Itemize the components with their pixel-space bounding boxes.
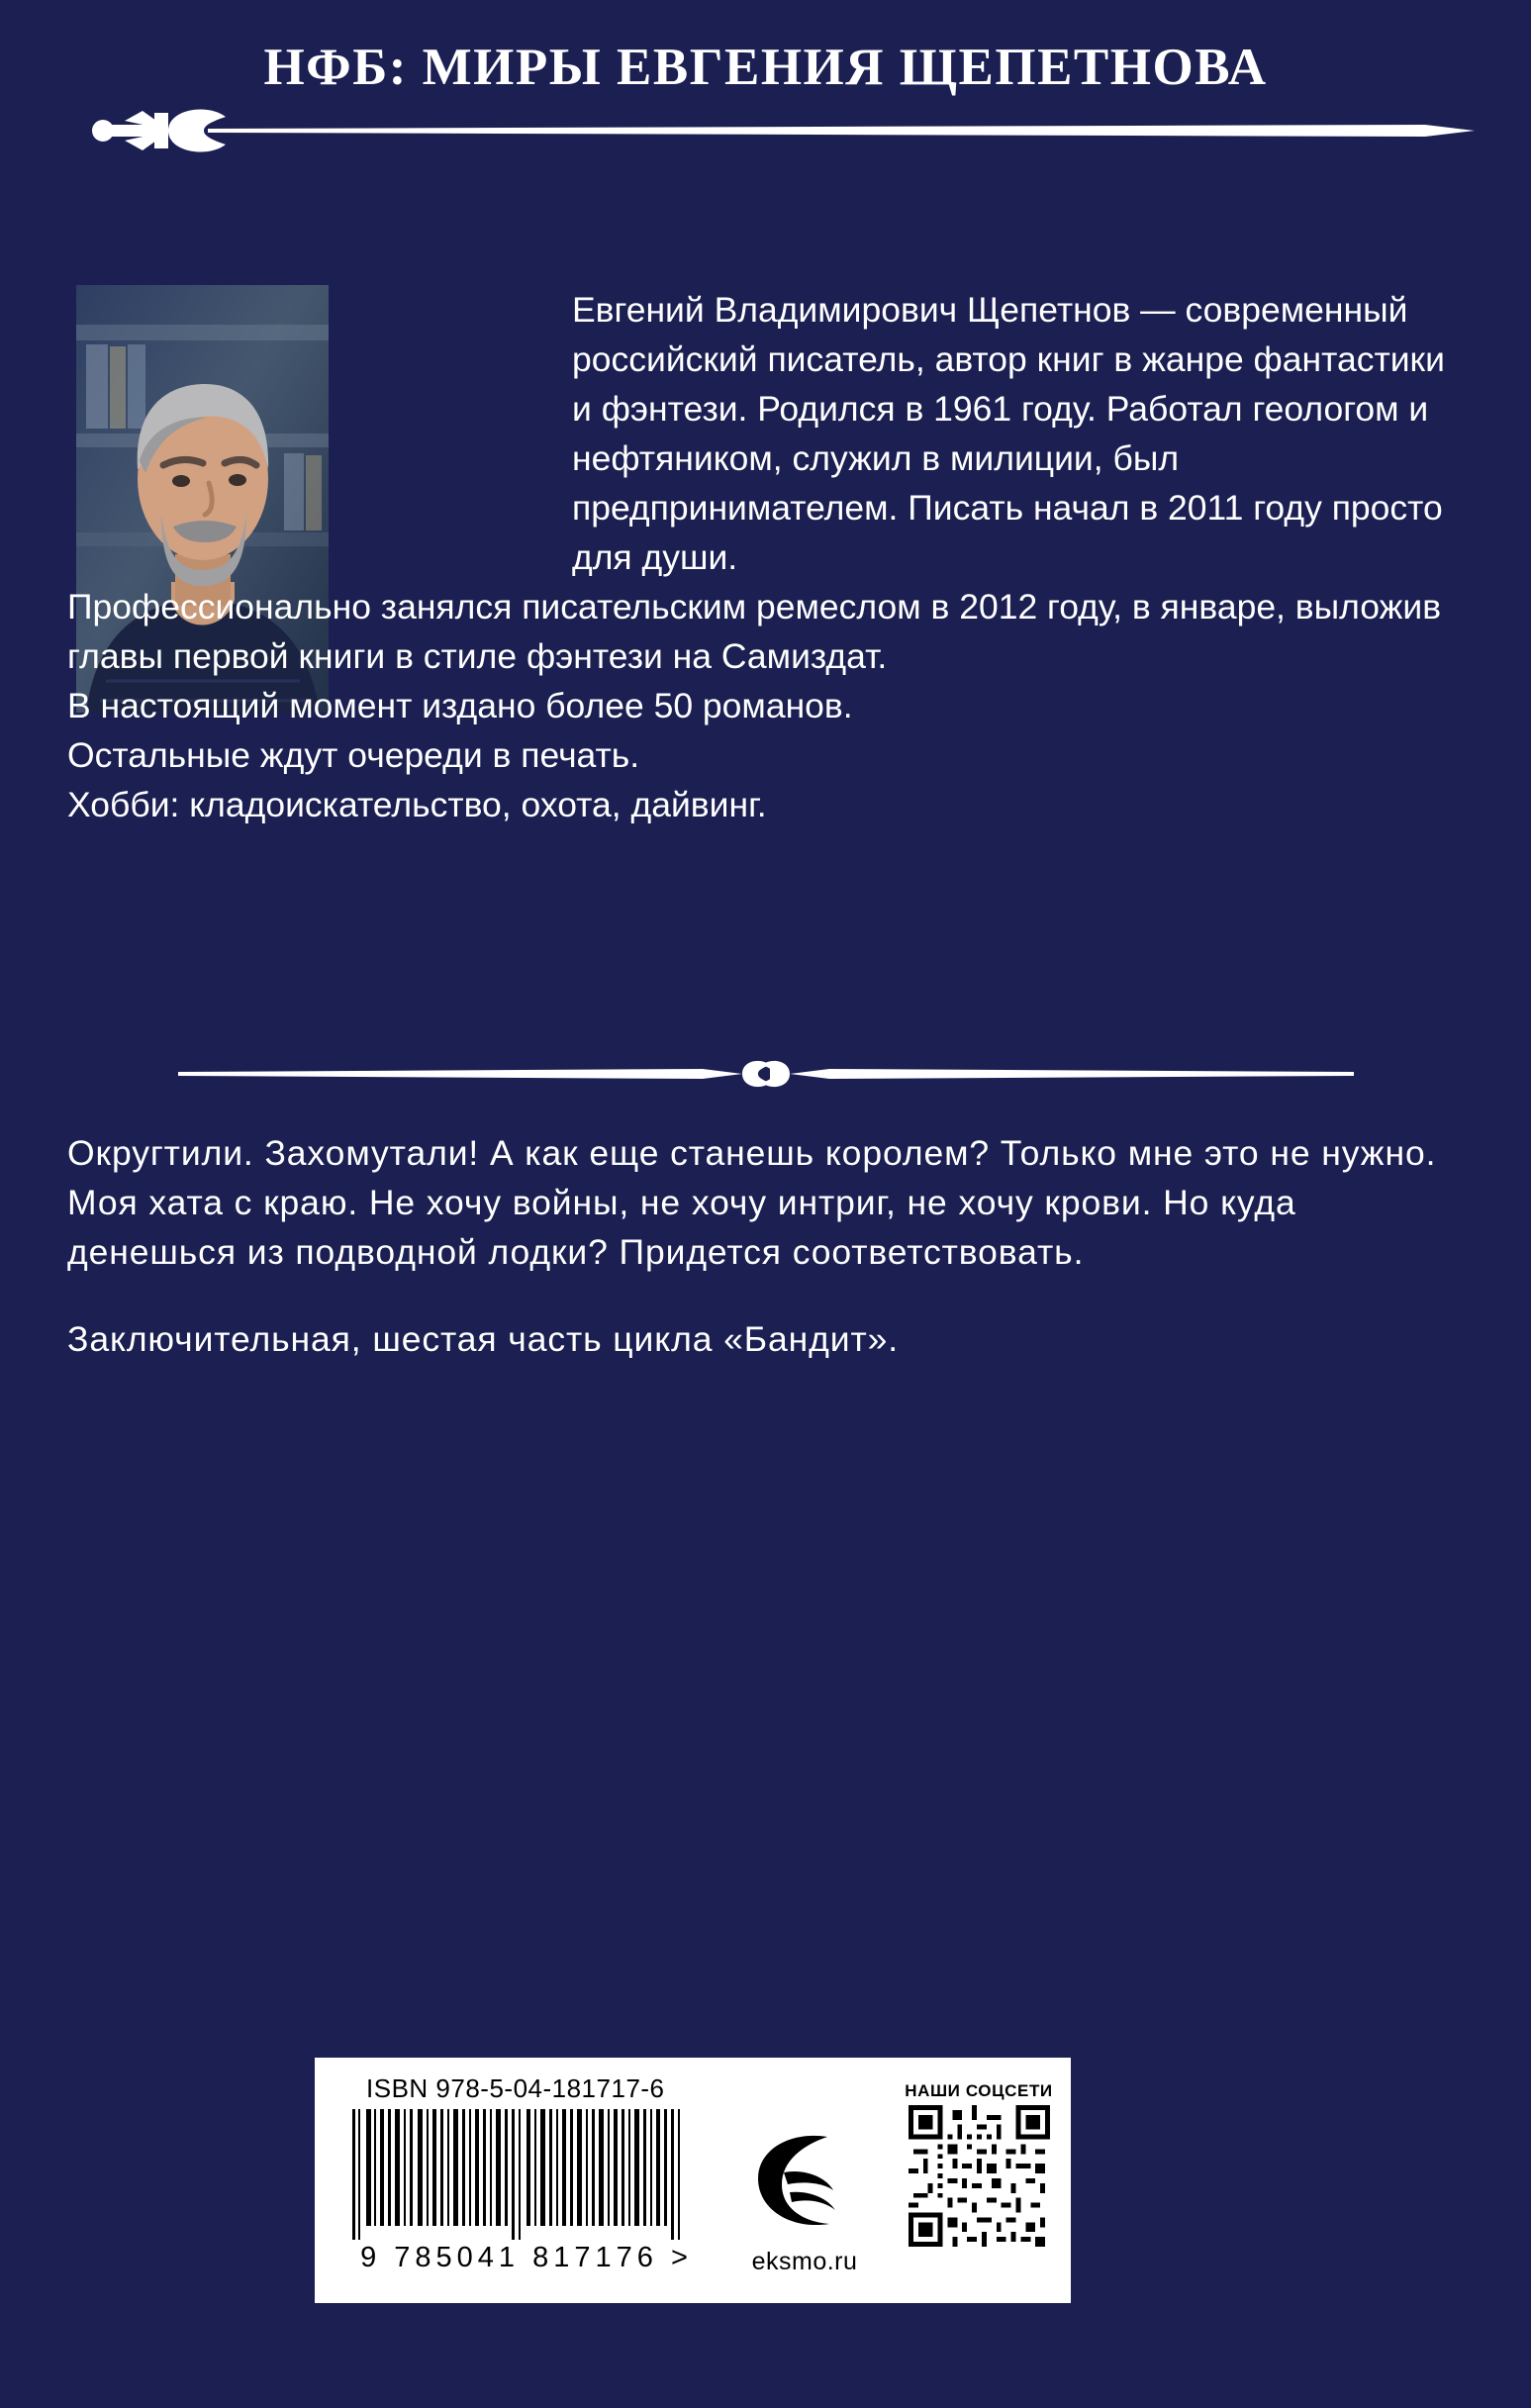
annotation-block bbox=[67, 1128, 1465, 1364]
isbn-panel bbox=[315, 2058, 1071, 2303]
annotation-paragraph-1: Округтили. Захомутали! А как еще станешь королем? Только мне это не нужно. Моя хата с краю. Не хочу войны, не хочу интриг, не хочу крови. Но куда денешься из подводной лодки? Придется соответствовать. bbox=[67, 1133, 1437, 1272]
social-label: НАШИ СОЦСЕТИ bbox=[905, 2081, 1053, 2100]
sword-ornament-icon bbox=[59, 103, 1475, 158]
double-sword-divider-icon bbox=[148, 1049, 1384, 1099]
eksmo-logo-icon bbox=[730, 2127, 879, 2236]
bio-lead: Евгений Владимирович Щепетнов — современный российский писатель, автор книг в жанре фантастики и фэнтези. Родился в 1961 году. Работал геологом и нефтяником, служил в милиции, был предпринимателем. Писать начал в 2011 году просто для души. bbox=[572, 290, 1445, 577]
publisher-url[interactable]: eksmo.ru bbox=[751, 2248, 858, 2275]
qr-code-icon[interactable] bbox=[909, 2105, 1050, 2247]
series-band bbox=[0, 0, 1531, 213]
bio-line5: Хобби: кладоискательство, охота, дайвинг. bbox=[67, 785, 767, 824]
bio-line3: В настоящий момент издано более 50 романов. bbox=[67, 686, 853, 725]
bio-rest: Профессионально занялся писательским ремеслом в 2012 году, в январе, выложив главы первой книги в стиле фэнтези на Самиздат. bbox=[67, 587, 1442, 676]
bio-line4: Остальные ждут очереди в печать. bbox=[67, 735, 640, 775]
barcode-digits: 9 785041 817176 > bbox=[360, 2242, 693, 2273]
annotation-paragraph-2: Заключительная, шестая часть цикла «Бандит». bbox=[67, 1319, 900, 1359]
author-biography bbox=[67, 285, 1453, 829]
barcode-icon bbox=[348, 2109, 695, 2240]
isbn-label: ISBN 978-5-04-181717-6 bbox=[366, 2073, 665, 2103]
series-title: НФБ: МИРЫ ЕВГЕНИЯ ЩЕПЕТНОВА bbox=[263, 39, 1268, 96]
